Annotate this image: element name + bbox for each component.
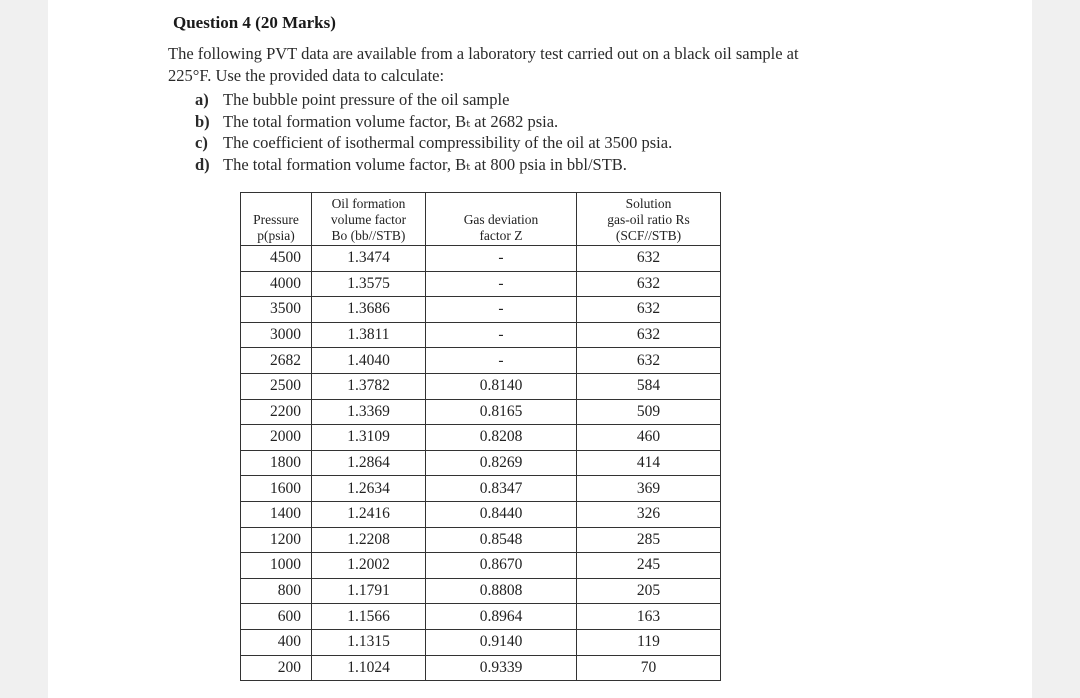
cell-gas-z: - xyxy=(426,246,577,272)
cell-pressure: 2500 xyxy=(241,373,312,399)
cell-oil-fvf: 1.3369 xyxy=(312,399,426,425)
cell-oil-fvf: 1.4040 xyxy=(312,348,426,374)
pvt-data-table xyxy=(240,192,721,681)
question-item-d xyxy=(195,154,672,176)
cell-gas-z: 0.8208 xyxy=(426,425,577,451)
cell-oil-fvf: 1.1024 xyxy=(312,655,426,681)
cell-oil-fvf: 1.1791 xyxy=(312,578,426,604)
question-items xyxy=(195,89,672,175)
cell-oil-fvf: 1.3474 xyxy=(312,246,426,272)
cell-gas-z: - xyxy=(426,271,577,297)
cell-rs: 632 xyxy=(577,348,721,374)
header-solution-gor: Solution gas-oil ratio Rs (SCF//STB) xyxy=(577,193,721,246)
cell-rs: 285 xyxy=(577,527,721,553)
cell-oil-fvf: 1.3575 xyxy=(312,271,426,297)
question-item-a xyxy=(195,89,672,111)
item-text: The total formation volume factor, Bₜ at 800 psia in bbl/STB. xyxy=(223,154,627,174)
item-label: b) xyxy=(195,111,210,131)
cell-rs: 584 xyxy=(577,373,721,399)
cell-pressure: 1200 xyxy=(241,527,312,553)
header-oil-fvf: Oil formation volume factor Bo (bb//STB) xyxy=(312,193,426,246)
cell-gas-z: 0.9140 xyxy=(426,629,577,655)
question-item-c xyxy=(195,132,672,154)
cell-pressure: 2000 xyxy=(241,425,312,451)
cell-pressure: 1800 xyxy=(241,450,312,476)
item-label: a) xyxy=(195,90,209,109)
cell-gas-z: 0.8269 xyxy=(426,450,577,476)
table-row xyxy=(241,322,721,348)
cell-rs: 119 xyxy=(577,629,721,655)
item-label: c) xyxy=(195,133,208,152)
cell-oil-fvf: 1.3782 xyxy=(312,373,426,399)
table-row xyxy=(241,476,721,502)
cell-rs: 632 xyxy=(577,246,721,272)
question-intro xyxy=(168,43,888,87)
table-row xyxy=(241,604,721,630)
cell-rs: 326 xyxy=(577,501,721,527)
cell-rs: 632 xyxy=(577,271,721,297)
table-row xyxy=(241,578,721,604)
cell-rs: 460 xyxy=(577,425,721,451)
cell-pressure: 800 xyxy=(241,578,312,604)
table-row xyxy=(241,399,721,425)
cell-rs: 632 xyxy=(577,297,721,323)
item-label: d) xyxy=(195,154,210,174)
cell-rs: 509 xyxy=(577,399,721,425)
cell-gas-z: 0.8165 xyxy=(426,399,577,425)
cell-oil-fvf: 1.2864 xyxy=(312,450,426,476)
cell-gas-z: 0.8964 xyxy=(426,604,577,630)
cell-rs: 414 xyxy=(577,450,721,476)
cell-rs: 163 xyxy=(577,604,721,630)
cell-gas-z: 0.8347 xyxy=(426,476,577,502)
document-page xyxy=(48,0,1032,698)
cell-pressure: 2200 xyxy=(241,399,312,425)
item-text: The coefficient of isothermal compressibility of the oil at 3500 psia. xyxy=(223,133,673,152)
cell-rs: 369 xyxy=(577,476,721,502)
table-row xyxy=(241,425,721,451)
cell-oil-fvf: 1.2208 xyxy=(312,527,426,553)
intro-line-2: 225°F. Use the provided data to calculate: xyxy=(168,66,445,85)
table-row xyxy=(241,629,721,655)
question-heading: Question 4 (20 Marks) xyxy=(173,13,336,32)
cell-gas-z: 0.9339 xyxy=(426,655,577,681)
cell-oil-fvf: 1.2416 xyxy=(312,501,426,527)
table-row xyxy=(241,271,721,297)
table-row xyxy=(241,373,721,399)
cell-gas-z: 0.8670 xyxy=(426,553,577,579)
table-row xyxy=(241,297,721,323)
cell-gas-z: 0.8140 xyxy=(426,373,577,399)
table-row xyxy=(241,501,721,527)
cell-rs: 70 xyxy=(577,655,721,681)
item-text: The bubble point pressure of the oil sample xyxy=(223,90,510,109)
table-row xyxy=(241,450,721,476)
cell-pressure: 3500 xyxy=(241,297,312,323)
cell-pressure: 1400 xyxy=(241,501,312,527)
cell-oil-fvf: 1.2634 xyxy=(312,476,426,502)
table-row xyxy=(241,553,721,579)
cell-pressure: 200 xyxy=(241,655,312,681)
cell-pressure: 4500 xyxy=(241,246,312,272)
cell-oil-fvf: 1.1315 xyxy=(312,629,426,655)
item-text: The total formation volume factor, Bₜ at 2682 psia. xyxy=(223,111,559,131)
cell-pressure: 3000 xyxy=(241,322,312,348)
cell-gas-z: 0.8808 xyxy=(426,578,577,604)
cell-rs: 245 xyxy=(577,553,721,579)
table-row xyxy=(241,655,721,681)
cell-pressure: 1600 xyxy=(241,476,312,502)
header-gas-deviation: Gas deviation factor Z xyxy=(426,193,577,246)
cell-pressure: 600 xyxy=(241,604,312,630)
table-row xyxy=(241,527,721,553)
cell-oil-fvf: 1.3811 xyxy=(312,322,426,348)
cell-rs: 632 xyxy=(577,322,721,348)
cell-pressure: 2682 xyxy=(241,348,312,374)
cell-gas-z: - xyxy=(426,297,577,323)
table-body xyxy=(241,246,721,681)
cell-oil-fvf: 1.2002 xyxy=(312,553,426,579)
intro-line-1: The following PVT data are available from a laboratory test carried out on a black oil sample at xyxy=(168,44,799,63)
cell-gas-z: 0.8440 xyxy=(426,501,577,527)
table-row xyxy=(241,348,721,374)
header-pressure: Pressure p(psia) xyxy=(241,193,312,246)
cell-oil-fvf: 1.3109 xyxy=(312,425,426,451)
cell-oil-fvf: 1.3686 xyxy=(312,297,426,323)
cell-gas-z: 0.8548 xyxy=(426,527,577,553)
cell-pressure: 4000 xyxy=(241,271,312,297)
cell-pressure: 1000 xyxy=(241,553,312,579)
table-row xyxy=(241,246,721,272)
cell-gas-z: - xyxy=(426,348,577,374)
table-header-row xyxy=(241,193,721,246)
cell-gas-z: - xyxy=(426,322,577,348)
question-item-b xyxy=(195,111,672,133)
cell-oil-fvf: 1.1566 xyxy=(312,604,426,630)
cell-rs: 205 xyxy=(577,578,721,604)
cell-pressure: 400 xyxy=(241,629,312,655)
